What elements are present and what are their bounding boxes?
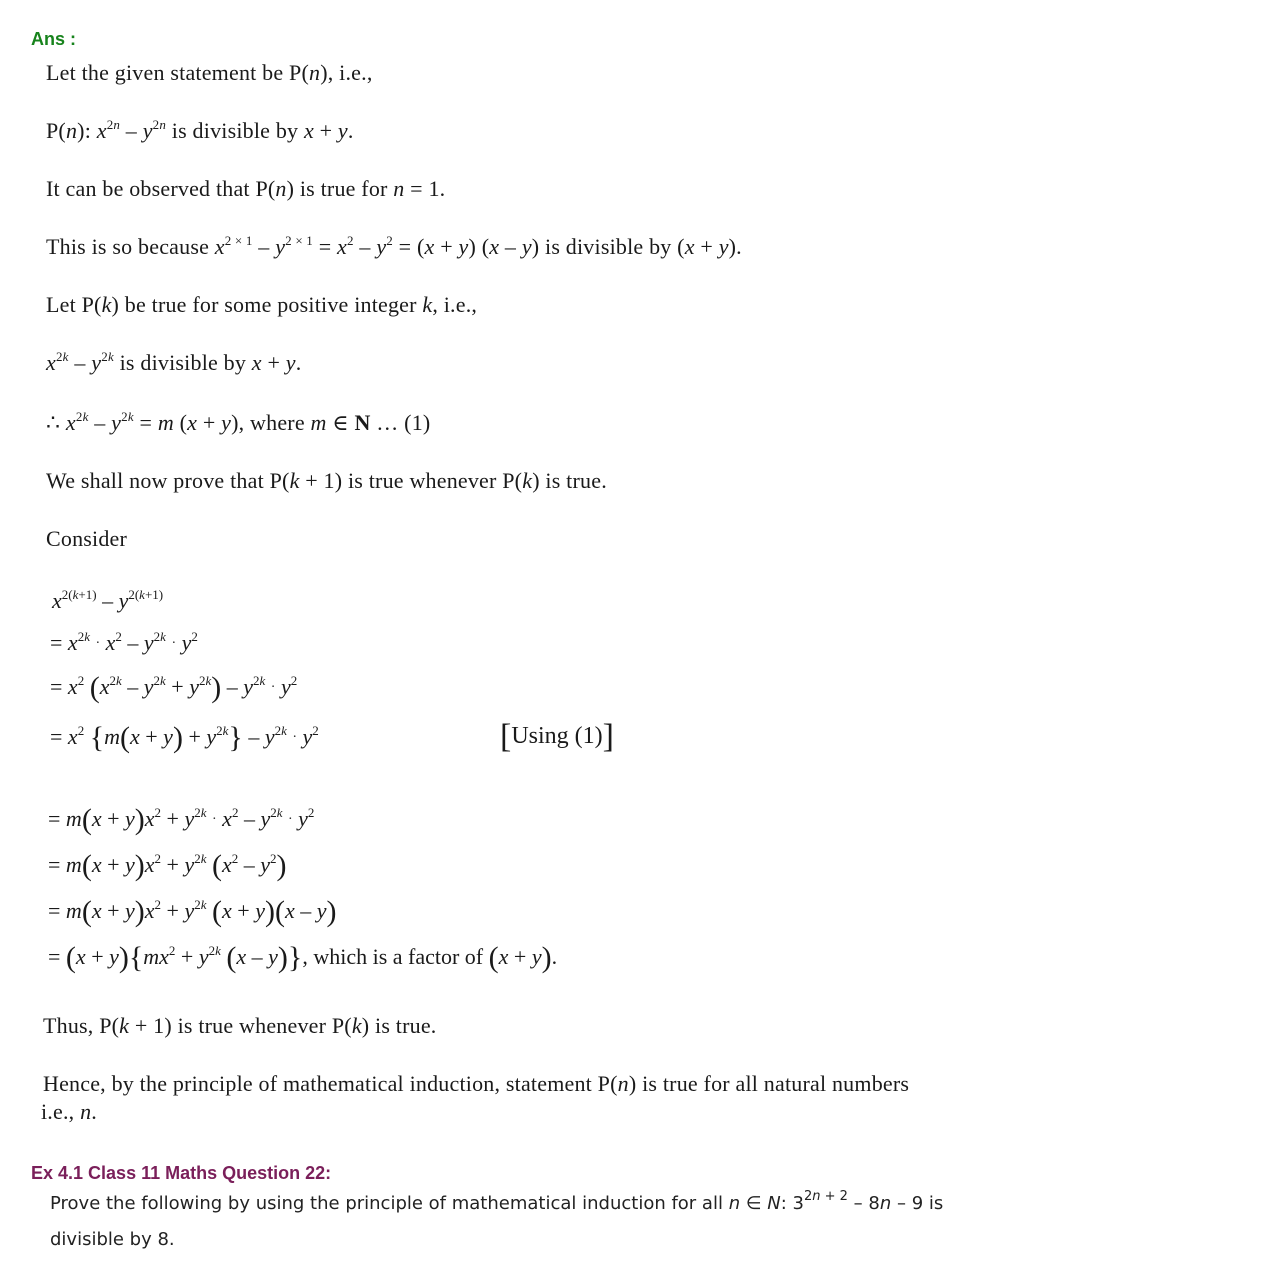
base-case-reason: This is so because $x^{2 \times 1} - y^{2 \times 1} = x^2 - y^2 = (x + y)$ (x – y) is divisible by (x + y).: [46, 233, 742, 259]
question-text-continued: divisible by 8.: [50, 1229, 175, 1250]
derivation-step-8: = $(x + y)\{mx^2 + y^{2k}$ (x – y)}, which is a factor of (x + y).: [48, 941, 558, 974]
consider-label: Consider: [46, 526, 128, 551]
derivation-step-6: = $m(x + y)x^2 + y^{2k}$ $(x^2 - y^2)$: [48, 849, 287, 882]
hypothesis-line: Let P(k) be true for some positive integer k, i.e.,: [46, 292, 478, 317]
conclusion-line: Thus, P(k + 1) is true whenever P(k) is true.: [43, 1013, 437, 1038]
final-statement-continued: i.e., n.: [41, 1099, 97, 1124]
derivation-step-4: = $x^2$ $\{m(x + y) + y^{2k}\} - y^{2k} \cdot y^2$: [50, 721, 319, 754]
answer-heading: Ans :: [31, 29, 76, 49]
base-case-line: It can be observed that P(n) is true for n = 1.: [46, 176, 446, 201]
derivation-step-5: = $m(x + y)x^2 + y^{2k} \cdot x^2 - y^{2k} \cdot y^2$: [48, 803, 315, 836]
question-text: Prove the following by using the principle of mathematical induction for all n ∈ N: $3^{2n + 2} - 8n - 9$ is: [50, 1189, 944, 1214]
question-title: Ex 4.1 Class 11 Maths Question 22:: [31, 1163, 332, 1183]
derivation-step-2: = $x^{2k} \cdot x^2 - y^{2k} \cdot y^2$: [50, 629, 198, 655]
derivation-step-7: = $m(x + y)x^2 + y^{2k}$ (x + y)(x – y): [48, 895, 337, 928]
derivation-step-1: $x^{2(k+1)} - y^{2(k+1)}$: [52, 587, 164, 613]
statement-pn: P(n): $x^{2n} - y^{2n}$ is divisible by x + y.: [46, 117, 354, 143]
equation-1: ∴ $x^{2k} - y^{2k} = m$ (x + y), where m ∈ N … (1): [46, 409, 431, 435]
intro-line: Let the given statement be P(n), i.e.,: [46, 60, 373, 85]
derivation-step-3: = $x^2$ $(x^{2k} - y^{2k} + y^{2k}) - y^{2k} \cdot y^2$: [50, 671, 298, 704]
induction-step-line: We shall now prove that P(k + 1) is true whenever P(k) is true.: [46, 468, 607, 493]
hypothesis-statement: $x^{2k} - y^{2k}$ is divisible by x + y.: [46, 349, 302, 375]
using-reference: [Using (1)]: [500, 718, 614, 755]
final-statement: Hence, by the principle of mathematical induction, statement P(n) is true for all natural numbers: [43, 1071, 910, 1096]
